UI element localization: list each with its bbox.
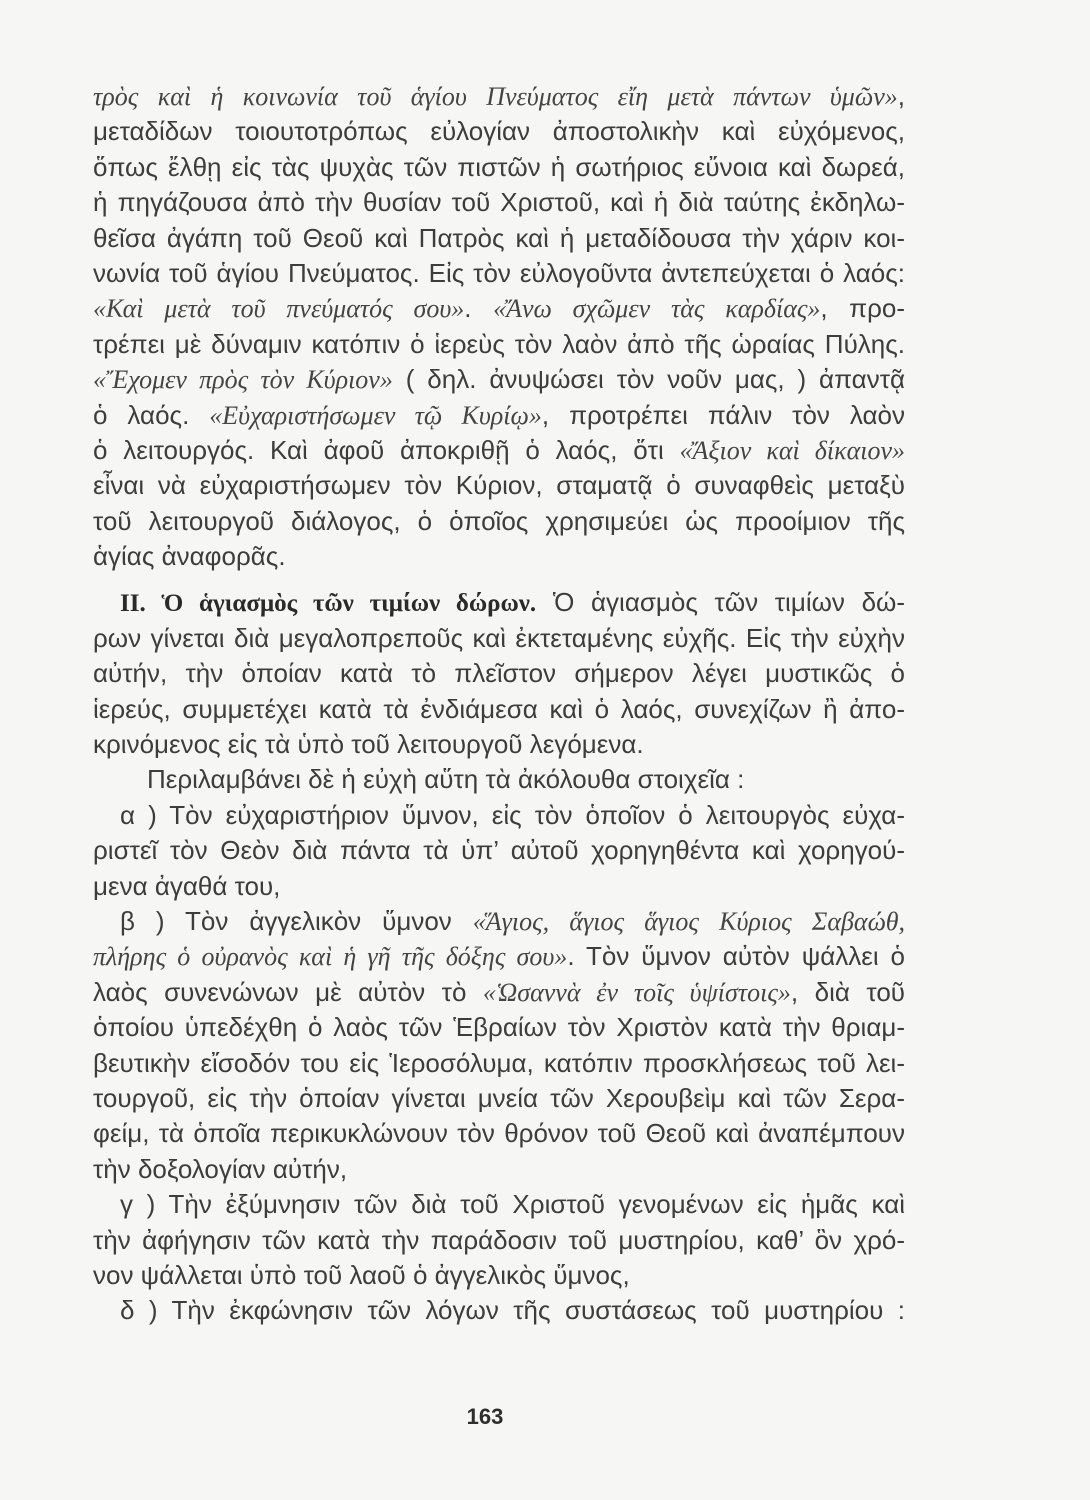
text-line <box>93 504 905 539</box>
text-run: , <box>897 81 905 111</box>
text-line <box>93 1187 905 1222</box>
text-run: ὁποίου ὑπεδέχθη ὁ λαὸς τῶν Ἑβραίων τὸν Χριστὸν κατὰ τὴν θριαμ- <box>93 1012 905 1043</box>
paragraph <box>93 1187 905 1293</box>
page-number: 163 <box>466 1404 504 1429</box>
paragraph <box>93 904 905 1187</box>
text-run: ὅπως ἔλθῃ εἰς τὰς ψυχὰς τῶν πιστῶν ἡ σωτήριος εὔνοια καὶ δωρεά, <box>93 151 905 182</box>
text-run: δ ) Τὴν ἐκφώνησιν τῶν λόγων τῆς συστάσεως τοῦ μυστηρίου : <box>120 1295 905 1326</box>
text-run: εἶναι νὰ εὐχαριστήσωμεν τὸν Κύριον, σταματᾷ ὁ συναφθεὶς μεταξὺ <box>93 470 905 501</box>
text-line <box>93 833 905 868</box>
text-run: θεῖσα ἀγάπη τοῦ Θεοῦ καὶ Πατρὸς καὶ ἡ μεταδίδουσα τὴν χάριν κοι- <box>93 222 905 253</box>
text-run: , προ- <box>820 293 906 324</box>
paragraph <box>93 762 905 797</box>
text-line <box>93 150 905 185</box>
text-run: , προτρέπει πάλιν τὸν λαὸν <box>541 399 905 430</box>
text-run: νωνία τοῦ ἁγίου Πνεύματος. Εἰς τὸν εὐλογοῦντα ἀντεπεύχεται ὁ λαός: <box>93 257 905 288</box>
text-line <box>93 1223 905 1258</box>
text-line <box>93 727 905 762</box>
text-run: , διὰ τοῦ <box>790 976 905 1007</box>
text-run: ( δηλ. ἀνυψώσει τὸν νοῦν μας, ) ἀπαντᾷ <box>392 364 905 395</box>
section-heading: II. Ὁ ἁγιασμὸς τῶν τιμίων δώρων. <box>120 590 537 618</box>
text-line <box>93 539 905 574</box>
text-run: . <box>464 293 494 324</box>
text-run: αὐτήν, τὴν ὁποίαν κατὰ τὸ πλεῖστον σήμερον λέγει μυστικῶς ὁ <box>93 658 905 689</box>
text-line <box>93 1010 905 1045</box>
text-line <box>93 79 905 114</box>
text-line <box>93 256 905 291</box>
text-line <box>93 398 905 433</box>
text-run: βευτικὴν εἴσοδόν του εἰς Ἱεροσόλυμα, κατόπιν προσκλήσεως τοῦ λει- <box>93 1047 905 1078</box>
text-run: τὴν ἀφήγησιν τῶν κατὰ τὴν παράδοσιν τοῦ μυστηρίου, καθ’ ὃν χρό- <box>93 1224 905 1255</box>
text-line <box>93 904 905 939</box>
text-line <box>93 291 905 326</box>
text-line <box>93 327 905 362</box>
text-line <box>93 621 905 656</box>
text-run: . Τὸν ὕμνον αὐτὸν ψάλλει ὁ <box>567 941 906 972</box>
text-run: τὴν δοξολογίαν αὐτήν, <box>93 1153 348 1184</box>
text-line <box>93 433 905 468</box>
quotation: «Εὐχαριστήσωμεν τῷ Κυρίῳ» <box>209 400 542 430</box>
text-run: ἡ πηγάζουσα ἀπὸ τὴν θυσίαν τοῦ Χριστοῦ, καὶ ἡ διὰ ταύτης ἐκδηλω- <box>93 187 905 218</box>
paragraph <box>93 1293 905 1328</box>
quotation: πλήρης ὁ οὐρανὸς καὶ ἡ γῆ τῆς δόξης σου» <box>93 942 568 972</box>
text-line <box>93 1116 905 1151</box>
text-line <box>93 762 905 797</box>
quotation: «Καὶ μετὰ τοῦ πνεύματός σου» <box>93 294 465 324</box>
text-run: ρων γίνεται διὰ μεγαλοπρεποῦς καὶ ἐκτεταμένης εὐχῆς. Εἰς τὴν εὐχὴν <box>93 622 905 653</box>
text-run: ριστεῖ τὸν Θεὸν διὰ πάντα τὰ ὑπ’ αὐτοῦ χορηγηθέντα καὶ χορηγού- <box>93 835 905 866</box>
text-line <box>93 585 905 620</box>
text-run: λαὸς συνενώνων μὲ αὐτὸν τὸ <box>93 976 483 1007</box>
text-run: ἁγίας ἀναφορᾶς. <box>93 541 286 572</box>
text-line <box>93 1293 905 1328</box>
text-line <box>93 1152 905 1187</box>
text-line <box>93 1046 905 1081</box>
text-run: α ) Τὸν εὐχαριστήριον ὕμνον, εἰς τὸν ὁποῖον ὁ λειτουργὸς εὐχα- <box>120 799 905 830</box>
quotation: «Ἄνω σχῶμεν τὰς καρδίας» <box>493 294 821 324</box>
text-line <box>93 1258 905 1293</box>
text-run: τρέπει μὲ δύναμιν κατόπιν ὁ ἱερεὺς τὸν λαὸν ἀπὸ τῆς ὡραίας Πύλης. <box>93 328 905 359</box>
quotation: «Ἄξιον καὶ δίκαιον» <box>679 435 905 465</box>
text-line <box>93 656 905 691</box>
text-line <box>93 939 905 974</box>
text-line <box>93 975 905 1010</box>
text-line <box>93 468 905 503</box>
text-run: μενα ἀγαθά του, <box>93 870 281 901</box>
text-run: τουργοῦ, εἰς τὴν ὁποίαν γίνεται μνεία τῶν Χερουβεὶμ καὶ τῶν Σερα- <box>93 1082 905 1113</box>
quotation: «Ἅγιος, ἅγιος ἅγιος Κύριος Σαβαώθ, <box>472 906 905 936</box>
text-line <box>93 869 905 904</box>
text-run: ὁ λαός. <box>93 399 210 430</box>
body-text <box>93 79 905 1329</box>
text-line <box>93 114 905 149</box>
text-run: μεταδίδων τοιουτοτρόπως εὐλογίαν ἀποστολικὴν καὶ εὐχόμενος, <box>93 116 905 147</box>
paragraph <box>93 585 905 762</box>
text-line <box>93 362 905 397</box>
paragraph <box>93 79 905 574</box>
paragraph <box>93 798 905 904</box>
text-run: τοῦ λειτουργοῦ διάλογος, ὁ ὁποῖος χρησιμεύει ὡς προοίμιον τῆς <box>93 505 905 536</box>
text-line <box>93 185 905 220</box>
text-line <box>93 798 905 833</box>
text-run: φείμ, τὰ ὁποῖα περικυκλώνουν τὸν θρόνον τοῦ Θεοῦ καὶ ἀναπέμπουν <box>93 1118 905 1149</box>
text-line <box>93 1081 905 1116</box>
quotation: τρὸς καὶ ἡ κοινωνία τοῦ ἁγίου Πνεύματος εἴη μετὰ πάντων ὑμῶν» <box>93 82 898 111</box>
text-line <box>93 692 905 727</box>
quotation: «Ἔχομεν πρὸς τὸν Κύριον» <box>93 365 393 395</box>
quotation: «Ὡσαννὰ ἐν τοῖς ὑψίστοις» <box>482 977 791 1007</box>
text-run: νον ψάλλεται ὑπὸ τοῦ λαοῦ ὁ ἀγγελικὸς ὕμνος, <box>93 1259 630 1290</box>
text-run: ὁ λειτουργός. Καὶ ἀφοῦ ἀποκριθῇ ὁ λαός, ὅτι <box>93 434 680 465</box>
text-run: Περιλαμβάνει δὲ ἡ εὐχὴ αὕτη τὰ ἀκόλουθα στοιχεῖα : <box>147 764 745 795</box>
text-run: Ὁ ἁγιασμὸς τῶν τιμίων δώ- <box>536 587 905 618</box>
text-run: κρινόμενος εἰς τὰ ὑπὸ τοῦ λειτουργοῦ λεγόμενα. <box>93 729 644 760</box>
text-run: γ ) Τὴν ἐξύμνησιν τῶν διὰ τοῦ Χριστοῦ γενομένων εἰς ἡμᾶς καὶ <box>120 1189 905 1220</box>
text-line <box>93 221 905 256</box>
text-run: β ) Τὸν ἀγγελικὸν ὕμνον <box>120 905 473 936</box>
text-run: ἱερεύς, συμμετέχει κατὰ τὰ ἐνδιάμεσα καὶ ὁ λαός, συνεχίζων ἢ ἀπο- <box>93 693 905 724</box>
